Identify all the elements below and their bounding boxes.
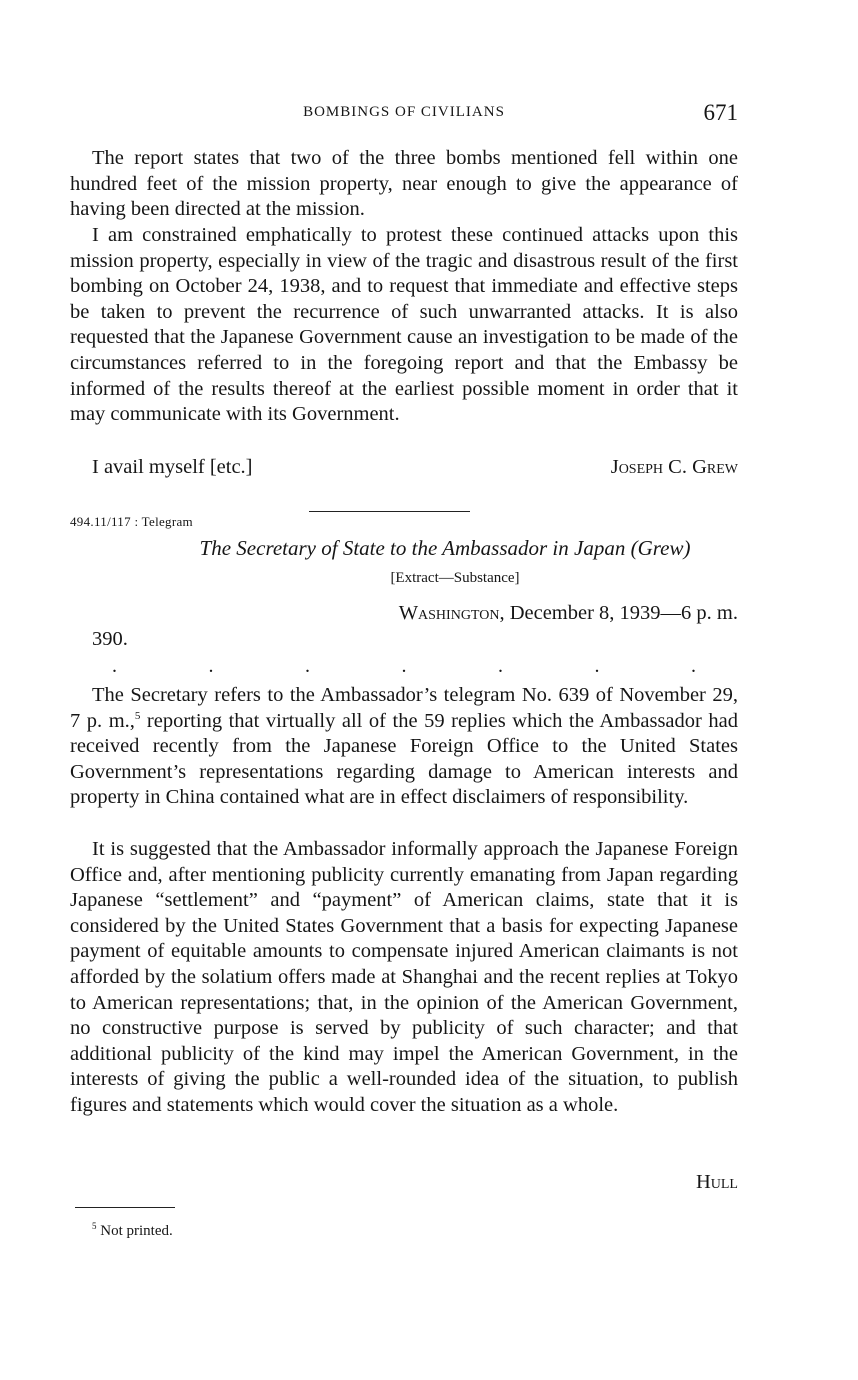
avail-text: I avail myself [etc.] bbox=[92, 456, 253, 478]
running-title: BOMBINGS OF CIVILIANS bbox=[303, 104, 505, 120]
letter-paragraph-1: The report states that two of the three bombs mentioned fell within one hundred feet of the mission property, near enough to give the appearance of having been directed at the mission. bbox=[70, 147, 738, 221]
dateline-place: Washington bbox=[398, 602, 500, 624]
signature-grew: Joseph C. Grew bbox=[610, 456, 738, 478]
section-divider bbox=[309, 511, 470, 512]
signature-hull: Hull bbox=[695, 1171, 738, 1193]
telegram-number: 390. bbox=[92, 628, 128, 650]
footnote-marker: 5 bbox=[134, 709, 141, 722]
telegram-paragraph-2: It is suggested that the Ambassador informally approach the Japanese Foreign Office and, after mentioning publicity currently emanating from Japan regarding Japanese “settlement” and “payment” of American claims, state that it is considered by the United States Government that a basis for expecting Japanese payment of equitable amounts to compensate injured American claimants is not afforded by the solatium offers made at Shanghai and the recent replies at Tokyo to American representations; that, in the opinion of the American Government, no constructive purpose is served by publicity of such character; and that additional publicity of the kind may impel the American Government, in the interests of giving the public a well-rounded idea of the situation, to publish figures and statements which would cover the situation as a whole. bbox=[70, 838, 738, 1116]
telegram-paragraph-1 bbox=[70, 683, 738, 811]
extract-note: [Extract—Substance] bbox=[390, 570, 520, 586]
file-reference: 494.11/117 : Telegram bbox=[70, 514, 193, 529]
footnote-divider bbox=[75, 1207, 175, 1208]
letter-paragraph-2: I am constrained emphatically to protest these continued attacks upon this mission property, especially in view of the tragic and disastrous result of the first bombing on October 24, 1938, and to request that immediate and effective steps be taken to prevent the recurrence of such unwarranted attacks. It is also requested that the Japanese Government cause an investigation to be made of the circumstances referred to in the foregoing report and that the Embassy be informed of the results thereof at the earliest possible moment in order that it may communicate with its Government. bbox=[70, 224, 738, 426]
footnote bbox=[92, 1221, 173, 1240]
omission-ellipsis bbox=[112, 656, 696, 676]
ellipsis-dot: . bbox=[208, 655, 214, 677]
footnote-number: 5 bbox=[92, 1221, 97, 1231]
ellipsis-dot: . bbox=[691, 655, 696, 677]
closing-line bbox=[92, 456, 738, 479]
dateline-date: , December 8, 1939—6 p. m. bbox=[499, 602, 738, 624]
telegram-paragraph-1-rest: reporting that virtually all of the 59 replies which the Ambassador had received recently from the Japanese Foreign Office to the United States Government’s representations regarding damage to American interests and property in China contained what are in effect disclaimers of responsibility. bbox=[70, 709, 738, 809]
ellipsis-dot: . bbox=[498, 655, 503, 677]
ellipsis-dot: . bbox=[305, 655, 310, 677]
telegram-paragraph-1-start: The Secretary refers to the Ambassador’s telegram No. 639 of November 29, 7 p. m., bbox=[70, 684, 738, 732]
ellipsis-dot: . bbox=[401, 655, 407, 677]
page-number: 671 bbox=[703, 100, 738, 125]
telegram-title: The Secretary of State to the Ambassador in Japan (Grew) bbox=[199, 536, 691, 560]
ellipsis-dot: . bbox=[112, 655, 117, 677]
dateline bbox=[399, 602, 738, 625]
ellipsis-dot: . bbox=[594, 655, 600, 677]
footnote-text: Not printed. bbox=[100, 1223, 173, 1239]
